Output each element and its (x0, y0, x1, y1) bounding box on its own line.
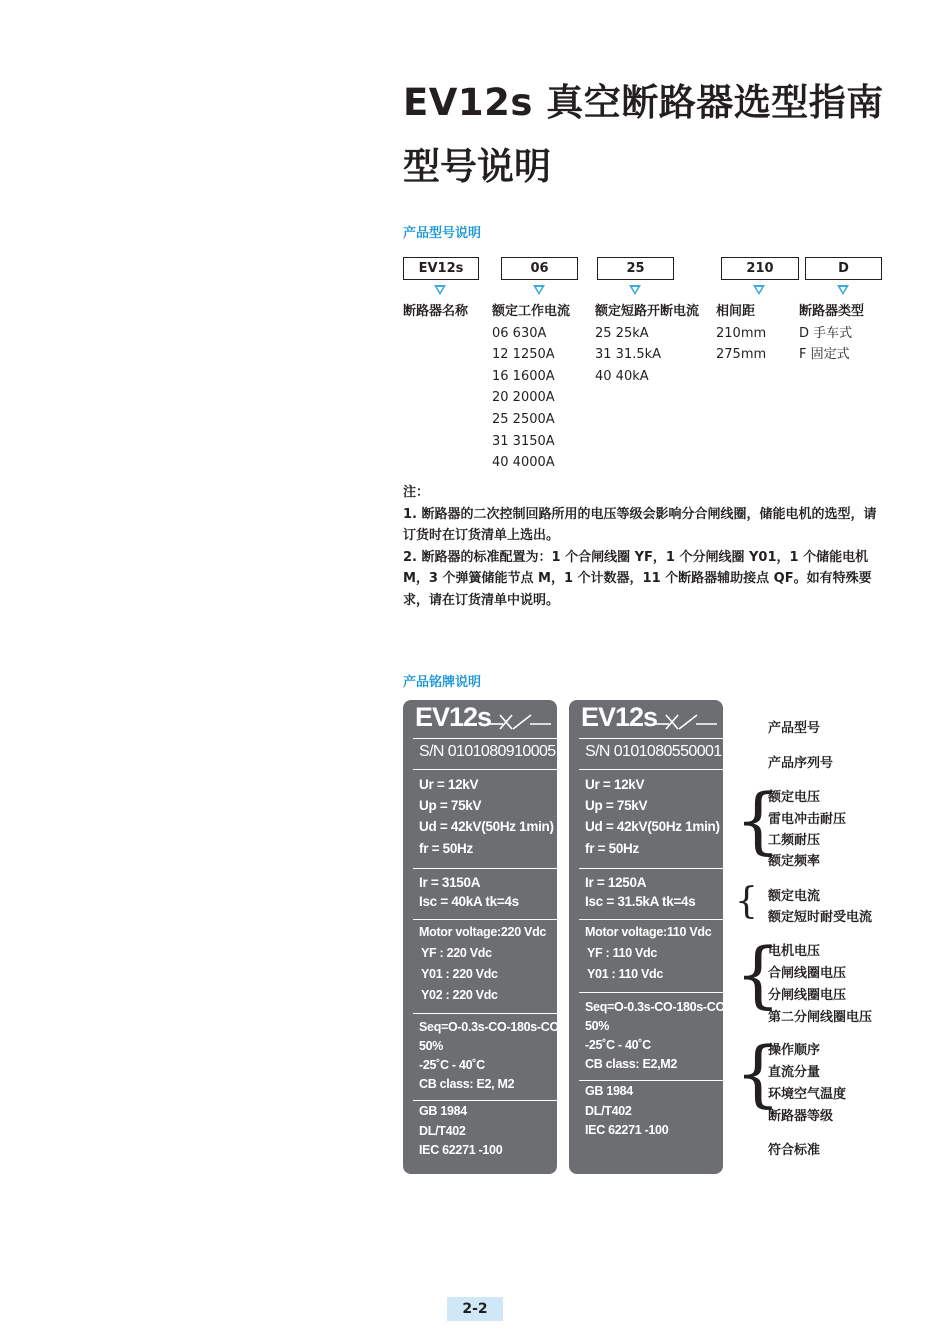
label-motor-voltage: 电机电压 (768, 944, 821, 959)
plate-ud: Ud = 42kV(50Hz 1min) (419, 819, 554, 834)
page-title: EV12s 真空断路器选型指南 (403, 81, 884, 124)
plate-isc: Isc = 31.5kA tk=4s (585, 894, 696, 909)
label-sequence: 操作顺序 (768, 1043, 821, 1058)
plate-cbclass: CB class: E2, M2 (419, 1077, 515, 1091)
plate-y01: Y01 : 220 Vdc (421, 967, 498, 981)
note-item: 1. 断路器的二次控制回路所用的电压等级会影响分合闸线圈，储能电机的选型，请订货时在订货清单上选出。 (403, 506, 877, 543)
brace-icon: { (735, 932, 781, 1016)
label-lightning: 雷电冲击耐压 (768, 812, 847, 827)
plate-ir: Ir = 1250A (585, 875, 647, 890)
plate-up: Up = 75kV (419, 798, 482, 813)
label-opening-coil: 分闸线圈电压 (768, 988, 847, 1003)
nameplate-2 (569, 700, 723, 1174)
list-item: 25 2500A (492, 411, 555, 427)
brace-icon: { (735, 778, 781, 862)
arrow-down-icon (837, 285, 849, 295)
code-box-type: D (805, 257, 882, 280)
plate-y01: Y01 : 110 Vdc (587, 967, 664, 981)
label-cb-class: 断路器等级 (768, 1109, 834, 1124)
plate-std: GB 1984 (419, 1104, 467, 1118)
plate-std: IEC 62271 -100 (585, 1123, 669, 1137)
plate-serial: S/N 0101080910005 (419, 743, 556, 760)
breaker-symbol-icon (651, 710, 719, 734)
plate-temp: -25˚C - 40˚C (419, 1058, 485, 1072)
list-item: 275mm (716, 347, 767, 363)
plate-serial: S/N 0101080550001 (585, 743, 722, 760)
label-second-opening: 第二分闸线圈电压 (768, 1010, 873, 1025)
plate-fr: fr = 50Hz (585, 841, 639, 856)
arrow-down-icon (753, 285, 765, 295)
plate-model: EV12s (415, 702, 492, 732)
list-item: 31 31.5kA (595, 347, 662, 363)
model-section-title: 产品型号说明 (403, 226, 482, 241)
list-item: 16 1600A (492, 368, 555, 384)
brace-icon: { (735, 1031, 781, 1115)
column-breaker-name (403, 301, 468, 323)
column-pole-distance (716, 301, 766, 366)
list-item: 40 40kA (595, 368, 649, 384)
plate-cbclass: CB class: E2,M2 (585, 1057, 678, 1071)
brace-icon: { (735, 881, 758, 922)
list-item: 20 2000A (492, 390, 555, 406)
column-rated-current (492, 301, 570, 474)
plate-ir: Ir = 3150A (419, 875, 481, 890)
code-box-breaking: 25 (597, 257, 674, 280)
plate-std: DL/T402 (419, 1124, 466, 1138)
label-ambient: 环境空气温度 (768, 1087, 847, 1102)
plate-up: Up = 75kV (585, 798, 648, 813)
plate-ur: Ur = 12kV (419, 777, 479, 792)
plate-ud: Ud = 42kV(50Hz 1min) (585, 819, 720, 834)
label-serial: 产品序列号 (768, 756, 834, 771)
arrow-down-icon (629, 285, 641, 295)
arrow-down-icon (533, 285, 545, 295)
notes-title: 注： (403, 485, 430, 500)
plate-std: IEC 62271 -100 (419, 1143, 503, 1157)
list-item: D 手车式 (799, 325, 853, 341)
label-standards: 符合标准 (768, 1143, 821, 1158)
plate-seq: Seq=O-0.3s-CO-180s-CO (585, 1000, 725, 1014)
plate-ur: Ur = 12kV (585, 777, 645, 792)
notes (403, 482, 885, 611)
code-box-name: EV12s (403, 257, 479, 280)
breaker-symbol-icon (485, 710, 553, 734)
code-box-current: 06 (501, 257, 578, 280)
page-subtitle: 型号说明 (403, 145, 551, 188)
list-item: 12 1250A (492, 347, 555, 363)
list-item: 31 3150A (492, 433, 555, 449)
list-item: 210mm (716, 325, 767, 341)
label-short-time: 额定短时耐受电流 (768, 910, 873, 925)
plate-std: GB 1984 (585, 1084, 633, 1098)
code-box-pole-distance: 210 (721, 257, 799, 280)
plate-isc: Isc = 40kA tk=4s (419, 894, 519, 909)
note-item: 2. 断路器的标准配置为：1 个合闸线圈 YF，1 个分闸线圈 Y01，1 个储能电机 M，3 个弹簧储能节点 M，1 个计数器，11 个断路器辅助接点 QF。如有特殊要求，请在订货清单中说明。 (403, 549, 872, 608)
nameplate-1 (403, 700, 557, 1174)
label-closing-coil: 合闸线圈电压 (768, 966, 847, 981)
column-head: 断路器名称 (403, 304, 469, 319)
arrow-down-icon (434, 285, 446, 295)
list-item: 40 4000A (492, 455, 555, 471)
list-item: 06 630A (492, 325, 547, 341)
plate-seq: Seq=O-0.3s-CO-180s-CO (419, 1020, 559, 1034)
list-item: F 固定式 (799, 347, 850, 363)
column-head: 断路器类型 (799, 304, 865, 319)
column-breaking-current (595, 301, 699, 387)
label-dc-component: 直流分量 (768, 1065, 821, 1080)
plate-yf: YF : 110 Vdc (587, 946, 658, 960)
label-rated-freq: 额定频率 (768, 854, 821, 869)
plate-model: EV12s (581, 702, 658, 732)
plate-motor: Motor voltage:110 Vdc (585, 925, 712, 939)
list-item: 25 25kA (595, 325, 649, 341)
page-number: 2-2 (447, 1297, 503, 1321)
nameplate-section-title: 产品铭牌说明 (403, 675, 482, 690)
plate-yf: YF : 220 Vdc (421, 946, 492, 960)
label-power-freq: 工频耐压 (768, 833, 821, 848)
label-model: 产品型号 (768, 721, 821, 736)
column-head: 额定短路开断电流 (595, 304, 700, 319)
plate-y02: Y02 : 220 Vdc (421, 988, 498, 1002)
column-head: 相间距 (716, 304, 756, 319)
plate-motor: Motor voltage:220 Vdc (419, 925, 547, 939)
plate-dc: 50% (585, 1019, 610, 1033)
plate-temp: -25˚C - 40˚C (585, 1038, 651, 1052)
column-breaker-type (799, 301, 864, 366)
label-rated-voltage: 额定电压 (768, 790, 821, 805)
label-rated-current: 额定电流 (768, 889, 821, 904)
column-head: 额定工作电流 (492, 304, 571, 319)
plate-fr: fr = 50Hz (419, 841, 473, 856)
plate-std: DL/T402 (585, 1104, 632, 1118)
plate-dc: 50% (419, 1039, 444, 1053)
